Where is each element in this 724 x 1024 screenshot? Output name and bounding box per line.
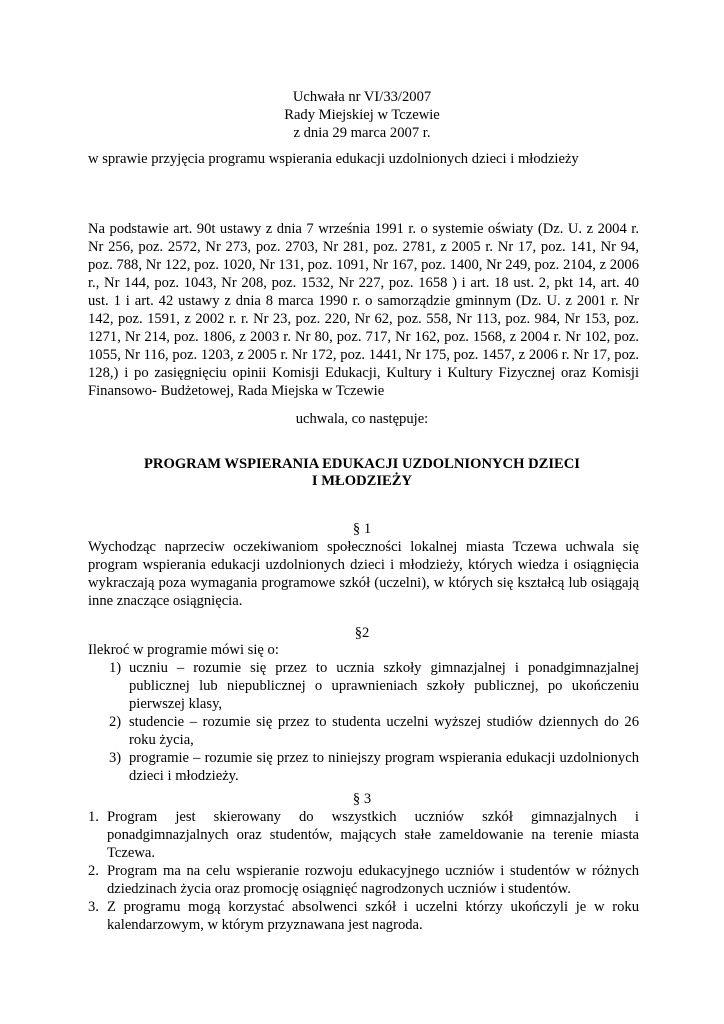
definitions-list (88, 659, 639, 785)
list-item (88, 713, 639, 749)
section-1-text: Wychodząc naprzeciw oczekiwaniom społeczności lokalnej miasta Tczewa uchwala się program wspierania edukacji uzdolnionych dzieci i młodzieży, których wiedza i osiągnięcia wykraczają poza wymagania programowe szkół (uczelni), w których się kształcą lub osiągają inne znaczące osiągnięcia. (88, 539, 639, 609)
list-item-number: 1) (109, 660, 122, 676)
list-item-number: 3) (109, 750, 122, 766)
list-item (88, 862, 639, 898)
resolution-header (0, 88, 724, 142)
list-item-text: programie – rozumie się przez to niniejszy program wspierania edukacji uzdolnionych dzieci i młodzieży. (129, 750, 639, 784)
list-item (88, 808, 639, 862)
list-item-number: 2) (109, 714, 122, 730)
program-title-line: I MŁODZIEŻY (311, 473, 413, 489)
resolution-subject: w sprawie przyjęcia programu wspierania edukacji uzdolnionych dzieci i młodzieży (88, 151, 579, 167)
section-2-heading: §2 (354, 625, 370, 641)
legal-basis-paragraph: Na podstawie art. 90t ustawy z dnia 7 września 1991 r. o systemie oświaty (Dz. U. z 2004 r. Nr 256, poz. 2572, Nr 273, poz. 2703, Nr 281, poz. 2781, z 2005 r. Nr 17, poz. 141, Nr 94, poz. 788, Nr 122, poz. 1020, Nr 131, poz. 1091, Nr 167, poz. 1400, Nr 249, poz. 2104, z 2006 r., Nr 144, poz. 1043, Nr 208, poz. 1532, Nr 227, poz. 1658 ) i art. 18 ust. 2, pkt 14, art. 40 ust. 1 i art. 42 ustawy z dnia 8 marca 1990 r. o samorządzie gminnym (Dz. U. z 2001 r. Nr 142, poz. 1591, z 2002 r. r. Nr 23, poz. 220, Nr 62, poz. 558, Nr 113, poz. 984, Nr 153, poz. 1271, Nr 214, poz. 1806, z 2003 r. Nr 80, poz. 717, Nr 162, poz. 1568, z 2004 r. Nr 102, poz. 1055, Nr 116, poz. 1203, z 2005 r. Nr 172, poz. 1441, Nr 175, poz. 1457, z 2006 r. Nr 17, poz. 128,) i po zasięgnięciu opinii Komisji Edukacji, Kultury i Kultury Fizycznej oraz Komisji Finansowo- Budżetowej, Rada Miejska w Tczewie (88, 221, 639, 399)
list-item (88, 898, 639, 934)
list-item-text: Program jest skierowany do wszystkich uczniów szkół gimnazjalnych i ponadgimnazjalnych oraz studentów, mających stałe zameldowanie na terenie miasta Tczewa. (107, 809, 639, 861)
resolution-number: Uchwała nr VI/33/2007 (292, 89, 432, 105)
provisions-list (88, 808, 639, 934)
list-item-number: 1. (88, 809, 99, 825)
council-name: Rady Miejskiej w Tczewie (284, 107, 440, 123)
list-item-number: 2. (88, 863, 99, 879)
list-item-text: studencie – rozumie się przez to studenta uczelni wyższej studiów dziennych do 26 roku życia, (129, 714, 639, 748)
list-item (88, 659, 639, 713)
list-item-text: uczniu – rozumie się przez to ucznia szkoły gimnazjalnej i ponadgimnazjalnej publicznej lub niepublicznej o uprawnieniach szkoły publicznej, po ukończeniu pierwszej klasy, (129, 660, 639, 712)
program-title (0, 456, 724, 490)
section-1-heading: § 1 (352, 521, 372, 537)
section-3-heading: § 3 (352, 791, 372, 807)
list-item-text: Program ma na celu wspieranie rozwoju edukacyjnego uczniów i studentów w różnych dziedzinach życia oraz promocję osiągnięć nagrodzonych uczniów i studentów. (107, 863, 639, 897)
list-item-text: Z programu mogą korzystać absolwenci szkół i uczelni którzy ukończyli je w roku kalendarzowym, w którym przyznawana jest nagroda. (107, 899, 639, 933)
list-item-number: 3. (88, 899, 99, 915)
resolves-statement: uchwala, co następuje: (295, 411, 429, 427)
resolution-date: z dnia 29 marca 2007 r. (293, 125, 431, 141)
list-item (88, 749, 639, 785)
program-title-line: PROGRAM WSPIERANIA EDUKACJI UZDOLNIONYCH DZIECI (144, 456, 580, 472)
section-2-intro: Ilekroć w programie mówi się o: (88, 642, 279, 658)
